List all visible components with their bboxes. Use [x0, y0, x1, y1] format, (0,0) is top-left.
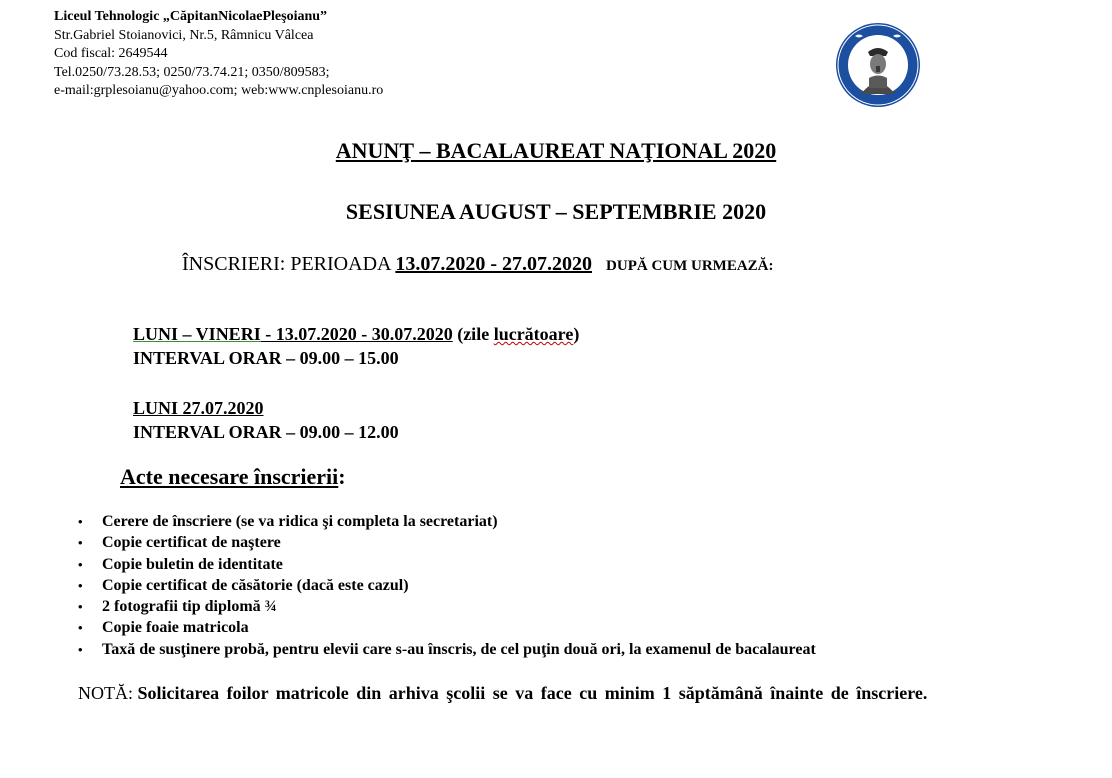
- school-name: Liceul Tehnologic „CăpitanNicolaePleşoianu”: [54, 9, 328, 24]
- document-text: Copie certificat de căsătorie (dacă este cazul): [102, 576, 409, 594]
- schedule-weekdays-range: - 13.07.2020 - 30.07.2020: [260, 324, 453, 344]
- announcement-title: ANUNŢ – BACALAUREAT NAŢIONAL 2020: [335, 138, 777, 163]
- schedule-monday: [133, 396, 399, 444]
- document-text: Copie buletin de identitate: [102, 555, 283, 573]
- bullet-icon: •: [78, 599, 83, 615]
- document-text: Copie foaie matricola: [102, 619, 249, 637]
- bullet-icon: •: [78, 577, 83, 593]
- list-item: [78, 639, 816, 660]
- list-item: [78, 575, 816, 596]
- list-item: [78, 596, 816, 617]
- schedule-note-word: lucrătoare: [493, 324, 574, 344]
- phone-numbers: Tel.0250/73.28.53; 0250/73.74.21; 0350/809583;: [54, 64, 330, 80]
- contact-line: e-mail:grplesoianu@yahoo.com; web:www.cnplesoianu.ro: [54, 83, 384, 98]
- school-logo: [835, 22, 921, 108]
- documents-list: [78, 511, 816, 660]
- bullet-icon: •: [78, 556, 83, 572]
- schedule-monday-day: LUNI 27.07.2020: [133, 398, 264, 418]
- bullet-icon: •: [78, 641, 83, 657]
- documents-heading-colon: :: [338, 464, 346, 489]
- enrollment-label: ÎNSCRIERI: PERIOADA: [182, 253, 396, 275]
- list-item: [78, 511, 816, 532]
- school-address: Str.Gabriel Stoianovici, Nr.5, Râmnicu Vâlcea: [54, 27, 314, 43]
- enrollment-tail: DUPĂ CUM URMEAZĂ:: [606, 258, 774, 274]
- documents-heading-text: Acte necesare înscrierii: [120, 464, 339, 489]
- session-title: SESIUNEA AUGUST – SEPTEMBRIE 2020: [345, 199, 767, 224]
- schedule-weekdays-line: [133, 322, 579, 346]
- note-label: NOTĂ:: [78, 683, 138, 703]
- schedule-weekdays: [133, 322, 579, 370]
- bullet-icon: •: [78, 535, 83, 551]
- documents-heading: [120, 464, 346, 490]
- schedule-note-close: ): [573, 324, 580, 344]
- document-text: Taxă de susţinere probă, pentru elevii care s-au înscris, de cel puţin două ori, la examenul de bacalaureat: [102, 640, 816, 658]
- enrollment-dates: 13.07.2020 - 27.07.2020: [395, 253, 593, 275]
- list-item: [78, 554, 816, 575]
- schedule-weekdays-hours: INTERVAL ORAR – 09.00 – 15.00: [133, 348, 399, 368]
- schedule-monday-hours: INTERVAL ORAR – 09.00 – 12.00: [133, 422, 399, 442]
- enrollment-period: [182, 253, 774, 276]
- list-item: [78, 617, 816, 638]
- document-text: 2 fotografii tip diplomă ¾: [102, 598, 277, 616]
- document-text: Copie certificat de naştere: [102, 534, 281, 552]
- fiscal-code: Cod fiscal: 2649544: [54, 46, 168, 61]
- bullet-icon: •: [78, 514, 83, 529]
- note-text: Solicitarea foilor matricole din arhiva şcolii se va face cu minim 1 săptămână înainte de înscriere.: [137, 683, 928, 703]
- school-header: [54, 8, 383, 101]
- document-text: Cerere de înscriere (se va ridica şi completa la secretariat): [102, 513, 498, 530]
- bullet-icon: •: [78, 620, 83, 636]
- note-paragraph: [78, 683, 927, 704]
- schedule-note-open: (zile: [452, 324, 494, 344]
- schedule-weekdays-days: LUNI – VINERI: [133, 324, 261, 344]
- list-item: [78, 532, 816, 553]
